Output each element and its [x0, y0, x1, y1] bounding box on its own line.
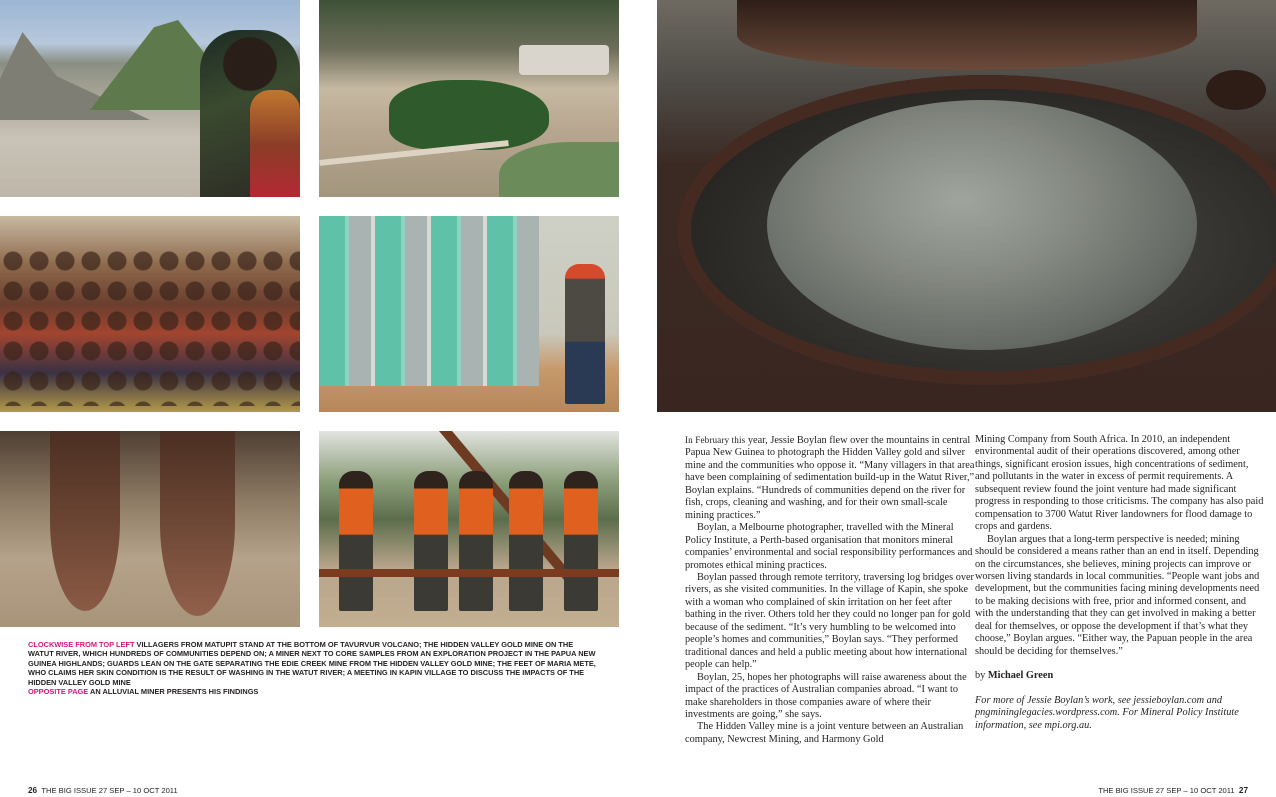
- paragraph: [685, 434, 975, 522]
- guard-figure: [339, 471, 373, 611]
- guard-figure: [459, 471, 493, 611]
- photo-core-samples: [319, 216, 619, 412]
- page-number: 26: [28, 786, 38, 795]
- photo-alluvial-miner-pan: [657, 0, 1276, 412]
- mine-camp: [519, 45, 609, 75]
- guard-figure: [564, 471, 598, 611]
- photo-matupit-villagers: [0, 0, 300, 197]
- author-name: Michael Green: [987, 670, 1054, 682]
- pan-water: [767, 100, 1197, 350]
- lead-in: In February this: [685, 435, 746, 445]
- issue-info: THE BIG ISSUE 27 SEP – 10 OCT 2011: [41, 786, 178, 795]
- photo-maria-mete-feet: [0, 431, 300, 627]
- caption-text: AN ALLUVIAL MINER PRESENTS HIS FINDINGS: [88, 687, 259, 697]
- photo-kapin-meeting: [0, 216, 300, 412]
- paragraph: Boylan argues that a long-term perspective is needed; mining should be considered a means rather than an end in itself. Depending on the circumstances, she believes, mining projects can improve or worsen living standards in local communities. “People want jobs and development, but the communities facing mining developments need to be making decisions with free, prior and informed consent, and with the understanding that they can get involved in making a better deal for themselves, or oppose the development if that’s what they choose,” Boylan argues. “Either way, the Papuan people in the area should be deciding for themselves.”: [975, 533, 1260, 657]
- credit-note: For more of Jessie Boylan’s work, see jessieboylan.com and pngmininglegacies.wordpress.com. For Mineral Policy Institute information, see mpi.org.au.: [975, 694, 1239, 731]
- caption-key: CLOCKWISE FROM TOP LEFT: [28, 640, 135, 649]
- paragraph: Boylan, a Melbourne photographer, travelled with the Mineral Policy Institute, a Perth-based organisation that monitors mineral companies’ environmental and social responsibility performances and promotes ethical mining practices.: [685, 522, 973, 571]
- issue-info: THE BIG ISSUE 27 SEP – 10 OCT 2011: [1098, 786, 1235, 795]
- core-sample-trays: [319, 216, 539, 386]
- article-column-1: [685, 434, 975, 746]
- footer-right: [1098, 786, 1248, 795]
- miner-arms: [737, 0, 1197, 70]
- forest-patch: [389, 80, 549, 150]
- miner-hand: [1206, 70, 1266, 110]
- miner-figure: [565, 264, 605, 404]
- crowd: [0, 246, 300, 406]
- photo-guards-at-gate: [319, 431, 619, 627]
- byline: [975, 670, 1265, 682]
- photo-caption: [28, 640, 598, 696]
- guard-figure: [414, 471, 448, 611]
- article-column-2: [975, 434, 1265, 732]
- gate-bar: [319, 569, 619, 577]
- paragraph: Mining Company from South Africa. In 2010, an independent environmental audit of their operations discovered, among other things, significant erosion issues, high concentrations of sediment, and pollutants in the water in excess of permit requirements. A subsequent review found the joint venture had made significant progress in responding to those criticisms. The company has also paid compensation to 3700 Watut River landowners for flood damage to crops and gardens.: [975, 434, 1264, 533]
- paragraph: The Hidden Valley mine is a joint venture between an Australian company, Newcrest Mining, and Harmony Gold: [685, 721, 964, 745]
- caption-key: OPPOSITE PAGE: [28, 687, 89, 697]
- footer-left: [28, 786, 178, 795]
- page-number: 27: [1238, 786, 1248, 795]
- sediment-pond: [499, 142, 619, 197]
- byline-by: by: [975, 670, 986, 682]
- left-foot: [50, 431, 120, 611]
- right-foot: [160, 431, 235, 616]
- villager-figure: [250, 90, 300, 197]
- paragraph-text: year, Jessie Boylan flew over the mountains in central Papua New Guinea to photograph the Hidden Valley gold and silver mine and the communities who oppose it. “Many villagers in that area have been complaining of sedimentation build-up in the Watut River,” Boylan explains. “Hundreds of communities depend on the river for fish, crops, cleaning and washing, and for their own small-scale mining practices.”: [685, 435, 975, 521]
- paragraph: Boylan passed through remote territory, traversing log bridges over rivers, as she visited communities. In the village of Kapin, she spoke with a woman who complained of skin irritation on her feet after bathing in the river. Others told her they could no longer pan for gold because of the sediment. “It’s very humbling to be welcomed into people’s homes and communities,” Boylan says. “They performed traditional dances and held a public meeting about how international people can help.”: [685, 571, 974, 671]
- photo-hidden-valley-mine: [319, 0, 619, 197]
- guard-figure: [509, 471, 543, 611]
- caption-text: VILLAGERS FROM MATUPIT STAND AT THE BOTTOM OF TAVURVUR VOLCANO; THE HIDDEN VALLEY GOLD MINE ON THE WATUT RIVER, WHICH HUNDREDS OF COMMUNITIES DEPEND ON; A MINER NEXT TO CORE SAMPLES FROM AN EXPLORATION PROJECT IN THE PAPUA NEW GUINEA HIGHLANDS; GUARDS LEAN ON THE GATE SEPARATING THE EDIE CREEK MINE FROM THE HIDDEN VALLEY GOLD MINE; THE FEET OF MARIA METE, WHO CLAIMS HER SKIN CONDITION IS THE RESULT OF WASHING IN THE WATUT RIVER; A MEETING IN KAPIN VILLAGE TO DISCUSS THE IMPACTS OF THE HIDDEN VALLEY GOLD MINE: [28, 640, 596, 687]
- paragraph: Boylan, 25, hopes her photographs will raise awareness about the impact of the practices of Australian companies abroad. “I want to make shareholders in those companies aware of where their investments are going,” she says.: [685, 671, 967, 720]
